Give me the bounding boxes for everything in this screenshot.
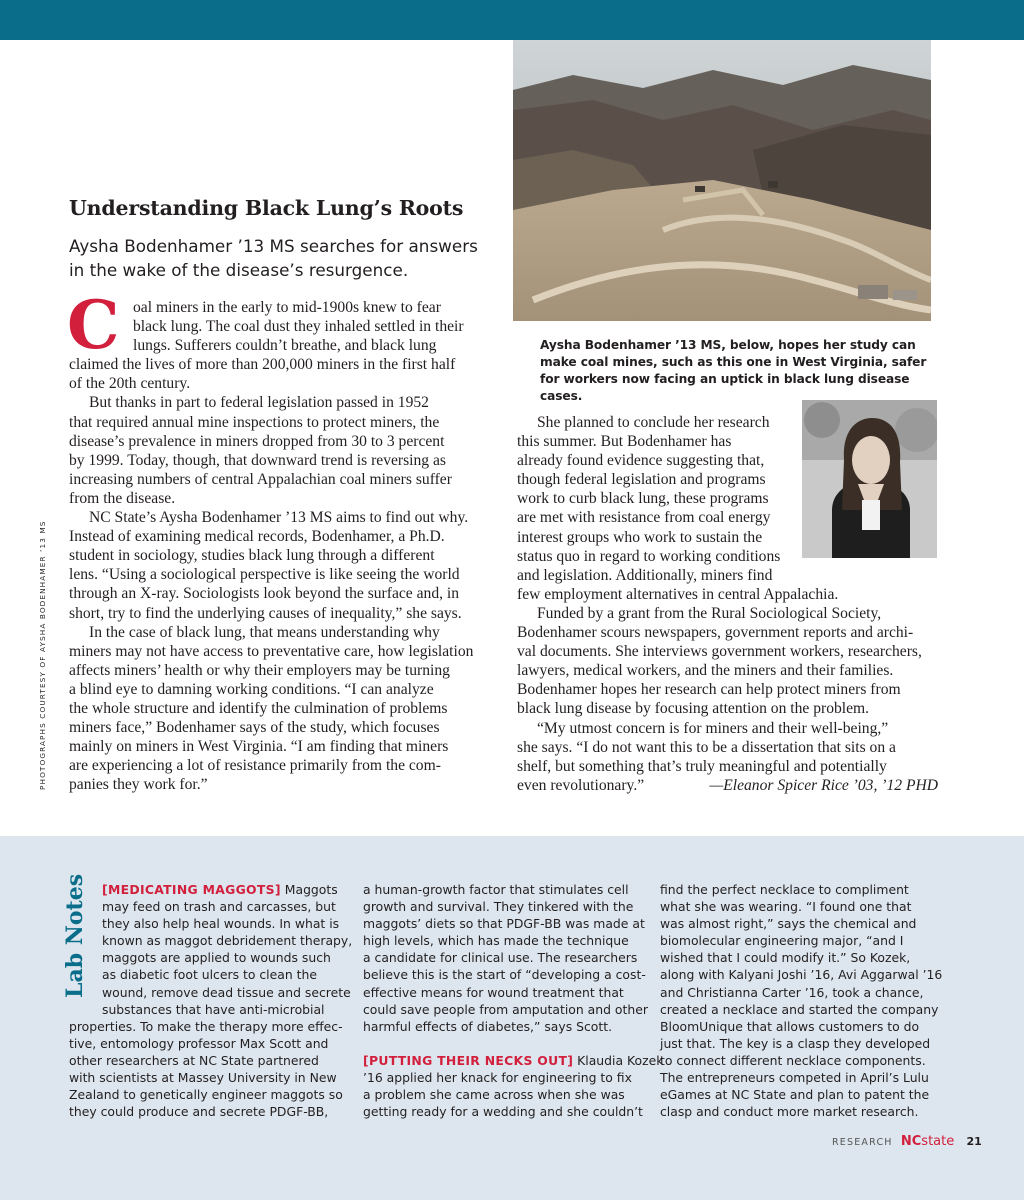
lab-note-line: biomolecular engineering major, “and I — [660, 933, 904, 949]
body-line: Bodenhamer scours newspapers, government reports and archi- — [517, 624, 914, 642]
body-line: are met with resistance from coal energy — [517, 509, 771, 527]
body-line: She planned to conclude her research — [537, 414, 770, 431]
lab-note-line: as diabetic foot ulcers to clean the — [102, 967, 317, 983]
lab-note-line: effective means for wound treatment that — [363, 984, 624, 1000]
body-line: val documents. She interviews government workers, researchers, — [517, 643, 922, 661]
lab-note-line: to connect different necklace components. — [660, 1052, 926, 1068]
lab-note-line: they could produce and secrete PDGF-BB, — [69, 1104, 329, 1120]
body-line: “My utmost concern is for miners and their well-being,” — [537, 719, 889, 737]
page-number: 21 — [966, 1135, 982, 1148]
body-line: Bodenhamer hopes her research can help protect miners from — [517, 681, 901, 699]
lab-note-text: Klaudia Kozek — [577, 1052, 664, 1068]
body-line: status quo in regard to working conditions — [517, 547, 781, 565]
body-line: increasing numbers of central Appalachian coal miners suffer — [69, 470, 452, 488]
lab-note-line: harmful effects of diabetes,” says Scott. — [363, 1018, 613, 1034]
lab-note-line: wished that I could modify it.” So Kozek, — [660, 950, 911, 966]
lab-note-line: with scientists at Massey University in New — [69, 1070, 337, 1086]
lab-note-line — [69, 881, 351, 898]
body-line: lungs. Sufferers couldn’t breathe, and black lung — [133, 337, 437, 355]
lab-note-line: getting ready for a wedding and she couldn’t — [363, 1104, 643, 1120]
lab-note-text: Maggots — [284, 882, 338, 897]
body-line: that required annual mine inspections to protect miners, the — [69, 413, 440, 431]
body-line: disease’s prevalence in miners dropped from 30 to 3 percent — [69, 432, 445, 450]
body-line: few employment alternatives in central Appalachia. — [517, 585, 839, 603]
drop-cap: C — [67, 286, 120, 364]
lab-notes-column-1 — [69, 881, 351, 1120]
body-line: through an X-ray. Sociologists look beyond the surface and, in — [69, 585, 460, 603]
lab-note-line: tive, entomology professor Max Scott and — [69, 1035, 329, 1051]
lab-note-line — [363, 1052, 664, 1069]
photo-caption: Aysha Bodenhamer ’13 MS, below, hopes her study can make coal mines, such as this one in West Virginia, safer for workers now facing an uptick in black lung disease cases. — [540, 338, 927, 403]
lab-note-line: maggots are applied to wounds such — [102, 950, 331, 966]
body-line: black lung. The coal dust they inhaled settled in their — [133, 318, 464, 336]
brand-state: state — [921, 1134, 955, 1149]
body-line: a blind eye to damning working conditions. “I can analyze — [69, 680, 434, 698]
body-line: by 1999. Today, though, that downward trend is reversing as — [69, 451, 446, 469]
body-line: shelf, but something that’s truly meaningful and potentially — [517, 757, 887, 775]
lab-note-line: created a necklace and started the company — [660, 1001, 939, 1017]
lab-note-line: wound, remove dead tissue and secrete — [102, 984, 351, 1000]
body-line: short, try to find the underlying causes of inequality,” she says. — [69, 604, 462, 622]
lab-notes-column-2 — [363, 881, 664, 1120]
lab-note-line: may feed on trash and carcasses, but — [102, 899, 336, 915]
body-line: the whole structure and identify the culmination of problems — [69, 699, 448, 717]
lab-note-line: The entrepreneurs competed in April’s Lulu — [660, 1070, 929, 1086]
lab-note-line: a problem she came across when she was — [363, 1087, 625, 1103]
body-line: are experiencing a lot of resistance primarily from the com- — [69, 757, 441, 775]
body-line: miners face,” Bodenhamer says of the study, which focuses — [69, 719, 440, 737]
body-line: panies they work for.” — [69, 776, 208, 794]
photo-credit: PHOTOGRAPHS COURTESY OF AYSHA BODENHAMER ’13 MS — [38, 520, 47, 790]
lab-note-line: substances that have anti-microbial — [102, 1001, 325, 1017]
lab-note-line: was almost right,” says the chemical and — [660, 916, 917, 932]
body-line: Instead of examining medical records, Bodenhamer, a Ph.D. — [69, 528, 445, 546]
lab-note-line: maggots’ diets so that PDGF-BB was made at — [363, 916, 645, 932]
lab-note-heading: [MEDICATING MAGGOTS] — [102, 882, 281, 897]
lab-note-line: and Christianna Carter ’16, took a chance, — [660, 984, 924, 1000]
body-line: student in sociology, studies black lung through a different — [69, 547, 435, 565]
body-line: work to curb black lung, these programs — [517, 490, 769, 508]
lab-note-line: eGames at NC State and plan to patent the — [660, 1087, 930, 1103]
lab-note-line: properties. To make the therapy more effec- — [69, 1018, 343, 1034]
body-line: NC State’s Aysha Bodenhamer ’13 MS aims to find out why. — [89, 509, 469, 527]
lab-note-heading: [PUTTING THEIR NECKS OUT] — [363, 1052, 574, 1068]
lab-note-line: known as maggot debridement therapy, — [102, 933, 353, 949]
body-line: Funded by a grant from the Rural Sociological Society, — [537, 604, 882, 622]
body-line: from the disease. — [69, 489, 176, 507]
lab-notes-title: Lab Notes — [62, 873, 88, 998]
lab-note-line: believe this is the start of “developing a cost- — [363, 967, 646, 983]
brand-nc: NC — [900, 1134, 922, 1149]
body-line: interest groups who work to sustain the — [517, 528, 763, 546]
body-line: claimed the lives of more than 200,000 miners in the first half — [69, 356, 456, 374]
magazine-brand — [901, 1134, 954, 1149]
body-line: affects miners’ health or why their employers may be turning — [69, 661, 450, 679]
lab-note-line: BloomUnique that allows customers to do — [660, 1018, 920, 1034]
body-line-last — [517, 776, 941, 795]
body-line: and legislation. Additionally, miners find — [517, 566, 773, 584]
body-line: of the 20th century. — [69, 375, 191, 393]
top-color-bar — [0, 0, 1024, 40]
lab-note-line: a candidate for clinical use. The researchers — [363, 950, 638, 966]
body-line: mainly on miners in West Virginia. “I am finding that miners — [69, 738, 449, 756]
lab-note-line: along with Kalyani Joshi ’16, Avi Aggarwal ’16 — [660, 967, 943, 983]
lab-note-line: a human-growth factor that stimulates cell — [363, 882, 629, 897]
article-subhead: Aysha Bodenhamer ’13 MS searches for answers in the wake of the disease’s resurgence. — [69, 236, 478, 280]
lab-note-line: clasp and conduct more market research. — [660, 1104, 919, 1120]
page-footer — [832, 1134, 982, 1149]
lab-note-line: could save people from amputation and other — [363, 1001, 648, 1017]
article-headline: Understanding Black Lung’s Roots — [69, 196, 464, 220]
lab-note-line: find the perfect necklace to compliment — [660, 882, 909, 897]
body-line: lens. “Using a sociological perspective is like seeing the world — [69, 566, 460, 584]
body-line: oal miners in the early to mid-1900s knew to fear — [133, 299, 441, 316]
lab-note-line: high levels, which has made the technique — [363, 933, 629, 949]
body-line: already found evidence suggesting that, — [517, 452, 765, 470]
body-line: she says. “I do not want this to be a dissertation that sits on a — [517, 738, 896, 756]
lab-note-line: what she was wearing. “I found one that — [660, 899, 912, 915]
mine-photo — [513, 40, 931, 321]
lab-note-line: ’16 applied her knack for engineering to fix — [363, 1070, 632, 1086]
body-line: In the case of black lung, that means understanding why — [89, 623, 440, 641]
body-line: black lung disease by focusing attention on the problem. — [517, 700, 870, 718]
footer-section: RESEARCH — [832, 1137, 893, 1148]
body-line: lawyers, medical workers, and the miners and their families. — [517, 662, 894, 680]
lab-note-line: growth and survival. They tinkered with the — [363, 899, 634, 915]
body-line: though federal legislation and programs — [517, 471, 766, 489]
lab-note-line: other researchers at NC State partnered — [69, 1052, 319, 1068]
body-line: miners may not have access to preventative care, how legislation — [69, 642, 474, 660]
body-line: But thanks in part to federal legislation passed in 1952 — [89, 394, 429, 412]
lab-notes-column-3 — [660, 881, 960, 1120]
lab-note-line: they also help heal wounds. In what is — [102, 916, 340, 932]
author-signature: —Eleanor Spicer Rice ’03, ’12 PHD — [709, 776, 938, 794]
lab-note-spacer — [363, 1035, 653, 1052]
lab-note-line: just that. The key is a clasp they developed — [660, 1035, 931, 1051]
article-column-2 — [517, 413, 941, 795]
body-line: this summer. But Bodenhamer has — [517, 433, 732, 451]
article-column-1 — [67, 286, 493, 794]
lab-note-line: Zealand to genetically engineer maggots so — [69, 1087, 343, 1103]
body-line-text: even revolutionary.” — [517, 776, 645, 794]
